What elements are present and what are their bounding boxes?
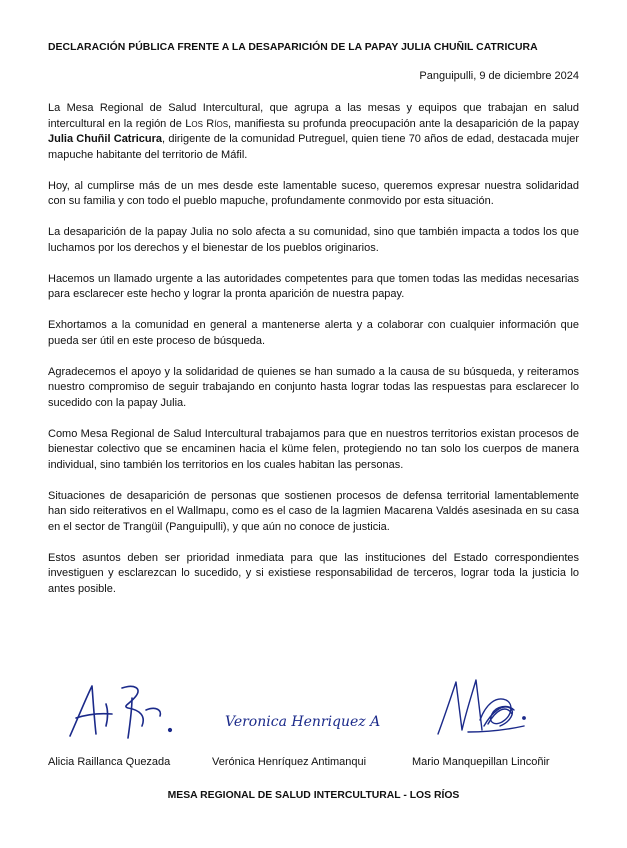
paragraph-1-part-a: La Mesa Regional de Salud Intercultural, que agrupa a las mesas y equipos que trabajan en salud intercultural en la región de <box>48 102 579 130</box>
paragraph-6: Agradecemos el apoyo y la solidaridad de quienes se han sumado a la causa de su búsqueda, y reiteramos nuestro compromiso de seguir trabajando en conjunto hasta lograr todas las respuestas para esclarecer lo sucedido con la papay Julia. <box>48 365 579 409</box>
paragraph-1-part-c: , manifiesta su profunda preocupación ante la desaparición de la papay <box>228 117 579 130</box>
paragraph-7: Como Mesa Regional de Salud Intercultural trabajamos para que en nuestros territorios existan procesos de bienestar colectivo que se encaminen hacia el küme felen, protegiendo no tan solo los cuerpos de manera individual, sino también los territorios en los cuales habitan las personas. <box>48 427 579 471</box>
signature-3-ink <box>432 674 532 740</box>
document-title: DECLARACIÓN PÚBLICA FRENTE A LA DESAPARICIÓN DE LA PAPAY JULIA CHUÑIL CATRICURA <box>48 42 538 53</box>
missing-person-name: Julia Chuñil Catricura <box>48 133 163 145</box>
paragraph-2: Hoy, al cumplirse más de un mes desde este lamentable suceso, queremos expresar nuestra solidaridad con su familia y con todo el pueblo mapuche, profundamente conmovido por esta situación. <box>48 179 579 207</box>
signature-1 <box>62 680 182 742</box>
paragraph-8: Situaciones de desaparición de personas que sostienen procesos de defensa territorial lamentablemente han sido reiterativos en el Wallmapu, como es el caso de la lagmien Macarena Valdés asesinada en su casa en el sector de Trangüil (Panguipulli), y que aún no conoce de justicia. <box>48 489 579 533</box>
document-body <box>48 101 579 613</box>
signature-2-script: Veronica Henriquez A <box>225 714 381 730</box>
paragraph-1-part-e: , dirigente de la comunidad Putreguel, quien tiene 70 años de edad, destacada mujer mapuche habitante del territorio de Máfil. <box>48 133 579 161</box>
signature-2 <box>223 706 383 736</box>
region-name: Los Ríos <box>185 117 229 130</box>
paragraph-9: Estos asuntos deben ser prioridad inmediata para que las instituciones del Estado correspondientes investiguen y esclarezcan lo sucedido, y si existiese responsabilidad de terceros, lograr toda la justicia lo antes posible. <box>48 551 579 595</box>
signatory-names <box>0 756 627 772</box>
paragraph-4: Hacemos un llamado urgente a las autoridades competentes para que tomen todas las medidas necesarias para esclarecer este hecho y lograr la pronta aparición de nuestra papay. <box>48 272 579 300</box>
signatory-2-name: Verónica Henríquez Antimanqui <box>212 756 367 768</box>
signatures-area <box>0 670 627 745</box>
signature-2-ink <box>223 706 383 736</box>
dateline: Panguipulli, 9 de diciembre 2024 <box>419 70 579 82</box>
paragraph-5: Exhortamos a la comunidad en general a mantenerse alerta y a colaborar con cualquier información que pueda ser útil en este proceso de búsqueda. <box>48 319 579 347</box>
organization-footer: MESA REGIONAL DE SALUD INTERCULTURAL - LOS RÍOS <box>167 790 460 801</box>
paragraph-3: La desaparición de la papay Julia no solo afecta a su comunidad, sino que también impacta a todos los que luchamos por los derechos y el bienestar de los pueblos originarios. <box>48 226 579 254</box>
signatory-1-name: Alicia Raillanca Quezada <box>48 756 171 768</box>
signature-1-ink <box>62 680 182 742</box>
paragraph-1 <box>48 101 579 163</box>
signature-3 <box>432 674 532 740</box>
signatory-3-name: Mario Manquepillan Lincoñir <box>412 756 550 768</box>
